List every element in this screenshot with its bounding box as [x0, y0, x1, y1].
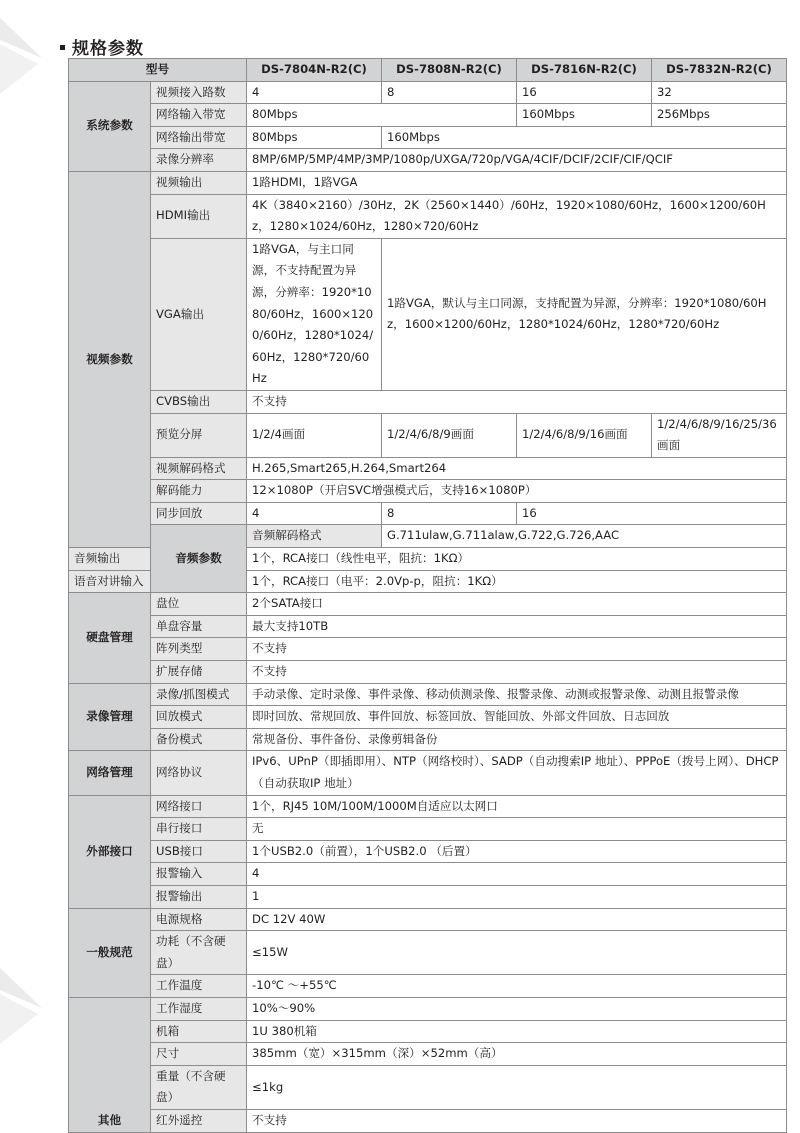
table-row [69, 795, 787, 818]
category-other: 其他 [69, 997, 151, 1132]
table-row [69, 593, 787, 616]
row-label: 视频接入路数 [151, 81, 247, 104]
row-label: 单盘容量 [151, 615, 247, 638]
cell-value: 80Mbps [247, 126, 382, 149]
category-general: 一般规范 [69, 908, 151, 997]
cell-value: 4 [247, 81, 382, 104]
row-label: 音频解码格式 [247, 525, 382, 548]
cell-value: ≤15W [247, 931, 787, 975]
table-row [69, 840, 787, 863]
cell-value: 32 [652, 81, 787, 104]
table-row [69, 706, 787, 729]
table-row [69, 885, 787, 908]
cell-value: 80Mbps [247, 104, 517, 127]
row-label: CVBS输出 [151, 390, 247, 413]
table-row [69, 751, 787, 795]
cell-value: 手动录像、定时录像、事件录像、移动侦测录像、报警录像、动测或报警录像、动测且报警录像 [247, 683, 787, 706]
row-label: 预览分屏 [151, 413, 247, 457]
cell-value: 1路VGA，默认与主口同源，支持配置为异源，分辨率：1920*1080/60Hz，1600×1200/60Hz，1280*1024/60Hz，1280*720/60Hz [382, 238, 787, 390]
table-row [69, 81, 787, 104]
cell-value: 1个USB2.0（前置），1个USB2.0 （后置） [247, 840, 787, 863]
table-row [69, 638, 787, 661]
cell-value: ≤1kg [247, 1065, 787, 1109]
cell-value: 1/2/4画面 [247, 413, 382, 457]
cell-value: 1路VGA，与主口同源，不支持配置为异源，分辨率：1920*1080/60Hz，1600×1200/60Hz，1280*1024/60Hz，1280*720/60Hz [247, 238, 382, 390]
table-row [69, 390, 787, 413]
row-label: 网络接口 [151, 795, 247, 818]
table-row [69, 126, 787, 149]
cell-value: 16 [517, 502, 787, 525]
row-label: 视频输出 [151, 171, 247, 194]
row-label: 工作湿度 [151, 997, 247, 1020]
table-row [69, 615, 787, 638]
cell-value: 1/2/4/6/8/9/16画面 [517, 413, 652, 457]
table-row [69, 931, 787, 975]
corner-decoration-top [0, 10, 60, 100]
cell-value: 16 [517, 81, 652, 104]
cell-value: 12×1080P（开启SVC增强模式后，支持16×1080P） [247, 480, 787, 503]
cell-value: 1个，RCA接口（线性电平，阻抗：1KΩ） [247, 548, 787, 571]
cell-value: 即时回放、常规回放、事件回放、标签回放、智能回放、外部文件回放、日志回放 [247, 706, 787, 729]
category-video: 视频参数 [69, 171, 151, 547]
table-row [69, 104, 787, 127]
table-row [69, 683, 787, 706]
model-label: 型号 [69, 59, 247, 82]
table-row [69, 238, 787, 390]
table-row [69, 818, 787, 841]
cell-value: 常规备份、事件备份、录像剪辑备份 [247, 728, 787, 751]
table-row [69, 525, 787, 548]
table-row [69, 480, 787, 503]
row-label: 视频解码格式 [151, 457, 247, 480]
category-system: 系统参数 [69, 81, 151, 171]
row-label: 阵列类型 [151, 638, 247, 661]
row-label: VGA输出 [151, 238, 247, 390]
cell-value: 385mm（宽）×315mm（深）×52mm（高） [247, 1043, 787, 1066]
row-label: 网络输入带宽 [151, 104, 247, 127]
cell-value: G.711ulaw,G.711alaw,G.722,G.726,AAC [382, 525, 787, 548]
row-label: 尺寸 [151, 1043, 247, 1066]
model-name: DS-7832N-R2(C) [652, 59, 787, 82]
row-label: 串行接口 [151, 818, 247, 841]
cell-value: 无 [247, 818, 787, 841]
model-name: DS-7816N-R2(C) [517, 59, 652, 82]
spec-table [68, 58, 787, 1133]
cell-value: 1/2/4/6/8/9画面 [382, 413, 517, 457]
table-row [69, 413, 787, 457]
table-row [69, 194, 787, 238]
cell-value: 160Mbps [517, 104, 652, 127]
cell-value: 1路HDMI，1路VGA [247, 171, 787, 194]
section-heading [60, 33, 144, 59]
table-row [69, 863, 787, 886]
table-header-row [69, 59, 787, 82]
table-row [69, 1043, 787, 1066]
row-label: 回放模式 [151, 706, 247, 729]
category-network: 网络管理 [69, 751, 151, 795]
model-name: DS-7804N-R2(C) [247, 59, 382, 82]
row-label: 扩展存储 [151, 661, 247, 684]
cell-value: 不支持 [247, 638, 787, 661]
row-label: 盘位 [151, 593, 247, 616]
cell-value: 4 [247, 863, 787, 886]
row-label: 功耗（不含硬盘） [151, 931, 247, 975]
bullet-icon [60, 45, 65, 50]
cell-value: IPv6、UPnP（即插即用）、NTP（网络校时）、SADP（自动搜索IP 地址）、PPPoE（拨号上网）、DHCP（自动获取IP 地址） [247, 751, 787, 795]
cell-value: H.265,Smart265,H.264,Smart264 [247, 457, 787, 480]
table-row [69, 502, 787, 525]
model-name: DS-7808N-R2(C) [382, 59, 517, 82]
cell-value: -10℃ ～+55℃ [247, 975, 787, 998]
row-label: 录像分辨率 [151, 149, 247, 172]
cell-value: 1个，RJ45 10M/100M/1000M自适应以太网口 [247, 795, 787, 818]
cell-value: 2个SATA接口 [247, 593, 787, 616]
cell-value: 10%～90% [247, 997, 787, 1020]
cell-value: 1 [247, 885, 787, 908]
cell-value: 不支持 [247, 1109, 787, 1132]
table-row [69, 457, 787, 480]
table-row [69, 171, 787, 194]
table-row [69, 997, 787, 1020]
cell-value: 最大支持10TB [247, 615, 787, 638]
cell-value: 不支持 [247, 390, 787, 413]
row-label: 报警输出 [151, 885, 247, 908]
table-row [69, 1109, 787, 1132]
cell-value: 160Mbps [382, 126, 787, 149]
cell-value: 不支持 [247, 661, 787, 684]
row-label: 网络输出带宽 [151, 126, 247, 149]
row-label: 红外遥控 [151, 1109, 247, 1132]
row-label: 语音对讲输入 [69, 570, 151, 593]
row-label: 报警输入 [151, 863, 247, 886]
cell-value: 1U 380机箱 [247, 1020, 787, 1043]
cell-value: 8 [382, 502, 517, 525]
cell-value: 4K（3840×2160）/30Hz，2K（2560×1440）/60Hz，1920×1080/60Hz，1600×1200/60Hz，1280×1024/60Hz，1280×720/60Hz [247, 194, 787, 238]
table-row [69, 728, 787, 751]
row-label: HDMI输出 [151, 194, 247, 238]
cell-value: 1个，RCA接口（电平：2.0Vp-p，阻抗：1KΩ） [247, 570, 787, 593]
cell-value: 4 [247, 502, 382, 525]
row-label: USB接口 [151, 840, 247, 863]
row-label: 录像/抓图模式 [151, 683, 247, 706]
row-label: 备份模式 [151, 728, 247, 751]
table-row [69, 661, 787, 684]
section-title: 规格参数 [72, 38, 144, 59]
cell-value: 8MP/6MP/5MP/4MP/3MP/1080p/UXGA/720p/VGA/4CIF/DCIF/2CIF/CIF/QCIF [247, 149, 787, 172]
category-external: 外部接口 [69, 795, 151, 908]
category-audio: 音频参数 [151, 525, 247, 593]
cell-value: DC 12V 40W [247, 908, 787, 931]
row-label: 机箱 [151, 1020, 247, 1043]
cell-value: 256Mbps [652, 104, 787, 127]
row-label: 音频输出 [69, 548, 151, 571]
table-row [69, 1065, 787, 1109]
corner-decoration-bottom [0, 960, 60, 1050]
cell-value: 1/2/4/6/8/9/16/25/36画面 [652, 413, 787, 457]
table-row [69, 908, 787, 931]
table-row [69, 1020, 787, 1043]
category-disk: 硬盘管理 [69, 593, 151, 683]
row-label: 工作温度 [151, 975, 247, 998]
row-label: 解码能力 [151, 480, 247, 503]
category-record: 录像管理 [69, 683, 151, 751]
row-label: 网络协议 [151, 751, 247, 795]
table-row [69, 975, 787, 998]
row-label: 同步回放 [151, 502, 247, 525]
table-row [69, 149, 787, 172]
row-label: 电源规格 [151, 908, 247, 931]
row-label: 重量（不含硬盘） [151, 1065, 247, 1109]
cell-value: 8 [382, 81, 517, 104]
